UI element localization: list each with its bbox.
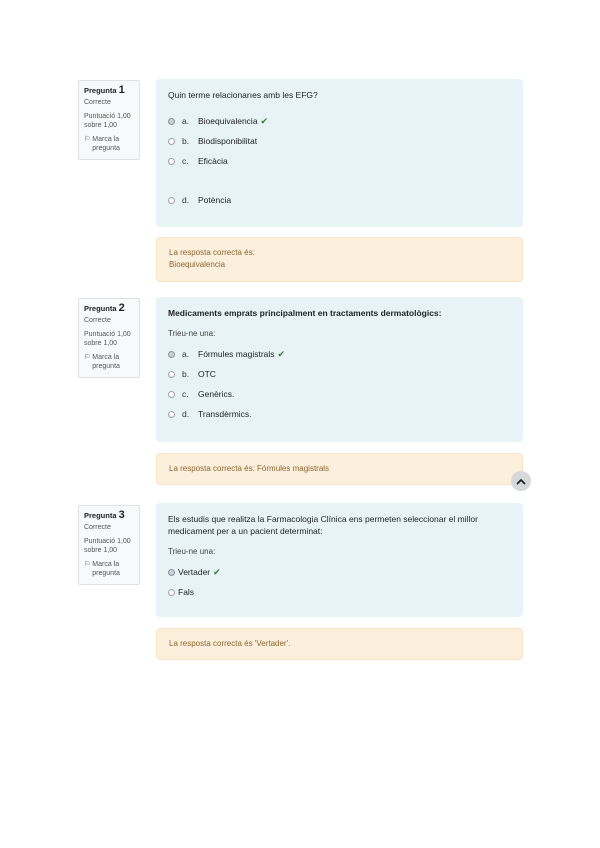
answer-option-a[interactable] [168, 111, 511, 131]
flag-question-link[interactable] [84, 135, 134, 153]
flag-question-link[interactable] [84, 560, 134, 578]
question-number-value: 3 [118, 509, 125, 521]
question-info-1 [78, 80, 140, 160]
feedback-text: La resposta correcta és: Fórmules magistrals [169, 464, 330, 473]
flag-icon: ⚐ [84, 136, 91, 143]
question-info-2 [78, 298, 140, 378]
question-number-value: 2 [118, 302, 125, 314]
question-number [84, 511, 134, 520]
question-feedback-3 [156, 628, 523, 660]
question-info-3 [78, 505, 140, 585]
answer-prompt: Trieu-ne una: [168, 329, 216, 338]
answer-option-c[interactable] [168, 151, 511, 171]
flag-label: Marca la pregunta [92, 136, 120, 152]
answer-radio[interactable] [168, 197, 175, 204]
check-icon: ✔ [213, 566, 221, 577]
answer-option-a[interactable] [168, 344, 511, 364]
flag-icon: ⚐ [84, 354, 91, 361]
answer-letter: a. [182, 349, 190, 359]
answer-option-b[interactable] [168, 131, 511, 151]
question-number [84, 86, 134, 95]
check-icon: ✔ [277, 348, 286, 359]
answer-text: Transdèrmics. [198, 409, 252, 419]
answer-text: Biodisponibilitat [198, 136, 258, 146]
question-text: Medicaments emprats principalment en tractaments dermatològics: [168, 308, 442, 318]
question-number-value: 1 [118, 84, 125, 96]
answer-text: Potència [198, 195, 232, 205]
question-feedback-2 [156, 453, 523, 485]
answer-text: Fórmules magistrals [198, 349, 275, 359]
answer-letter: d. [182, 195, 190, 205]
question-label: Pregunta [84, 511, 117, 520]
question-text: Quin terme relacionarıes amb les EFG? [168, 90, 318, 100]
question-grade: Puntuació 1,00 sobre 1,00 [84, 331, 131, 347]
answer-option-c[interactable] [168, 384, 511, 404]
question-label: Pregunta [84, 304, 117, 313]
answer-letter: b. [182, 136, 190, 146]
chevron-up-icon [516, 478, 526, 485]
question-state: Correcte [84, 524, 111, 531]
scroll-to-top-button[interactable] [511, 471, 531, 491]
answer-text: Genèrics. [198, 389, 235, 399]
answer-radio[interactable] [168, 371, 175, 378]
answer-option-d[interactable] [168, 404, 511, 424]
question-grade: Puntuació 1,00 sobre 1,00 [84, 113, 131, 129]
question-grade: Puntuació 1,00 sobre 1,00 [84, 538, 131, 554]
answer-radio[interactable] [168, 118, 175, 125]
answer-letter: c. [182, 389, 189, 399]
flag-label: Marca la pregunta [92, 354, 120, 370]
answer-radio[interactable] [168, 569, 175, 576]
answer-radio[interactable] [168, 589, 175, 596]
flag-question-link[interactable] [84, 353, 134, 371]
feedback-label: La resposta correcta és: [169, 248, 255, 257]
answer-radio[interactable] [168, 158, 175, 165]
check-icon: ✔ [260, 115, 269, 126]
question-state: Correcte [84, 99, 111, 106]
question-formulation-2 [156, 297, 523, 442]
flag-label: Marca la pregunta [92, 561, 120, 577]
question-formulation-1 [156, 79, 523, 227]
question-label: Pregunta [84, 86, 117, 95]
answer-text: OTC [198, 369, 216, 379]
answer-prompt: Trieu-ne una: [168, 547, 216, 556]
answer-option-false[interactable] [168, 582, 511, 602]
answer-radio[interactable] [168, 411, 175, 418]
answer-letter: b. [182, 369, 190, 379]
answer-text: Fals [178, 587, 195, 597]
question-text: Els estudis que realitza la Farmacologia Clínica ens permeten seleccionar el millor medicament per a un pacient determinat: [168, 514, 478, 536]
answer-letter: c. [182, 156, 189, 166]
answer-radio[interactable] [168, 351, 175, 358]
question-number [84, 304, 134, 313]
answer-letter: a. [182, 116, 190, 126]
flag-icon: ⚐ [84, 561, 91, 568]
answer-option-true[interactable] [168, 562, 511, 582]
answer-radio[interactable] [168, 138, 175, 145]
question-state: Correcte [84, 317, 111, 324]
answer-option-d[interactable] [168, 190, 511, 210]
question-formulation-3 [156, 503, 523, 617]
answer-letter: d. [182, 409, 190, 419]
feedback-text: La resposta correcta és 'Vertader'. [169, 639, 291, 648]
answer-option-b[interactable] [168, 364, 511, 384]
answer-text: Bioequivalencia [198, 116, 258, 126]
answer-text: Eficàcia [198, 156, 228, 166]
answer-text: Vertader [178, 567, 211, 577]
feedback-value: Bioequivalencia [169, 260, 226, 269]
question-feedback-1 [156, 237, 523, 282]
answer-radio[interactable] [168, 391, 175, 398]
